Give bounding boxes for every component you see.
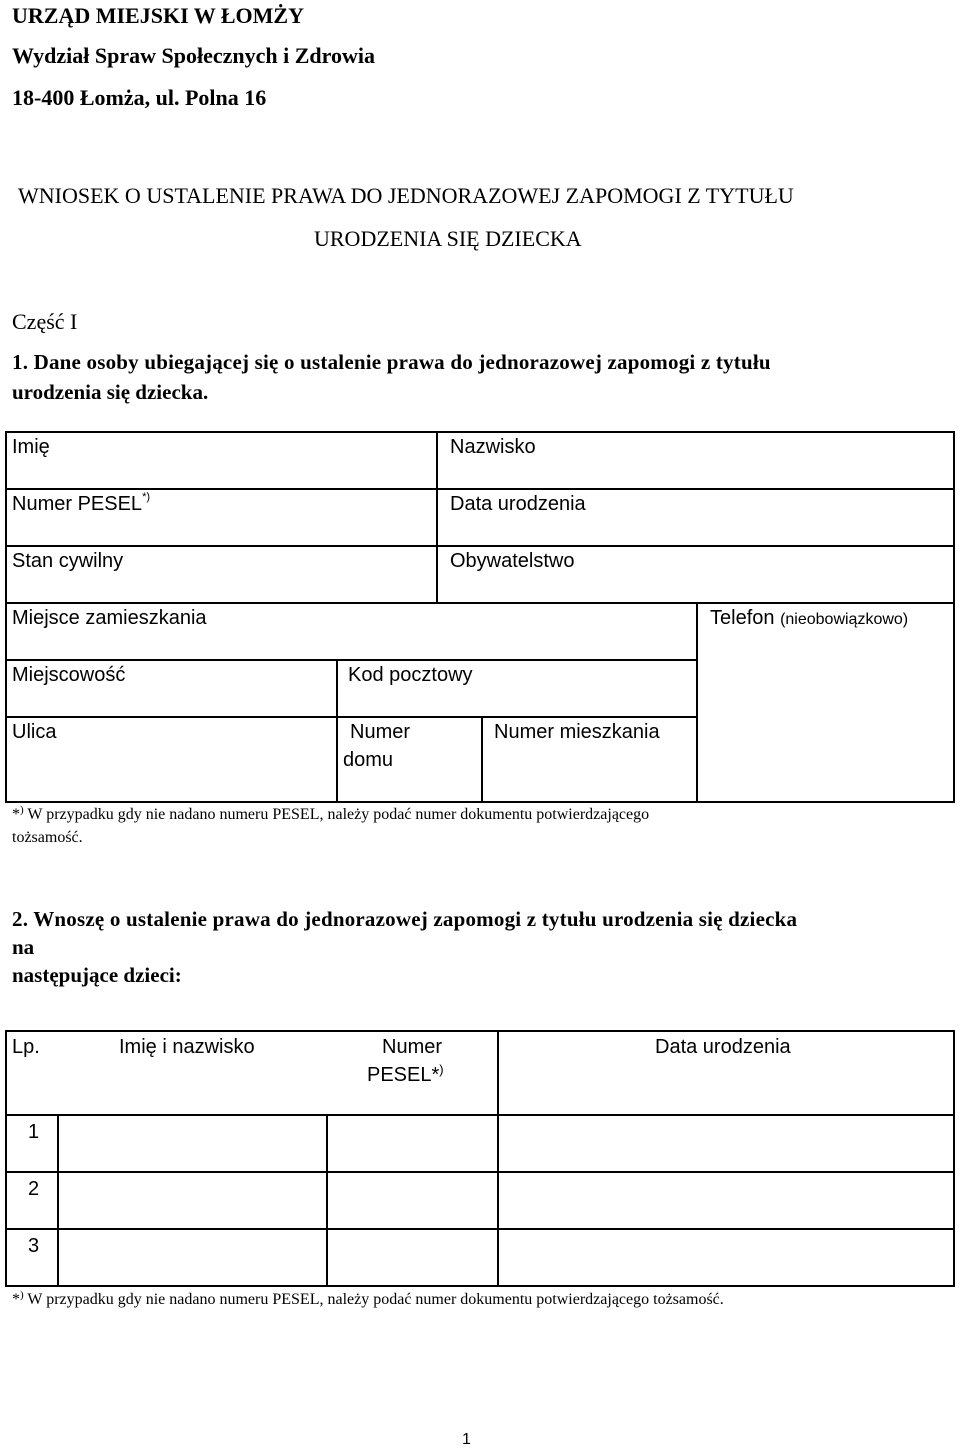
section2-heading-line1: 2. Wnoszę o ustalenie prawa do jednorazowej zapomogi z tytułu urodzenia się dziecka xyxy=(12,907,798,931)
table-divider xyxy=(57,1114,59,1285)
first-name-label: Imię xyxy=(12,436,50,458)
residence-label: Miejsce zamieszkania xyxy=(12,607,207,629)
city-label: Miejscowość xyxy=(12,664,126,686)
table-border-right xyxy=(953,431,955,803)
column-header-lp: Lp. xyxy=(12,1036,40,1058)
apartment-number-label: Numer mieszkania xyxy=(494,721,660,743)
phone-label: Telefon (nieobowiązkowo) xyxy=(710,607,909,629)
table-border-top xyxy=(5,1030,955,1032)
office-name: URZĄD MIEJSKI W ŁOMŻY xyxy=(12,3,304,28)
table-divider xyxy=(497,1030,499,1285)
birth-date-label: Data urodzenia xyxy=(450,493,586,515)
table-divider xyxy=(696,602,698,802)
table-border-bottom xyxy=(5,801,955,803)
table-row: 3 xyxy=(28,1235,40,1257)
street-label: Ulica xyxy=(12,721,57,743)
document-title-line2: URODZENIA SIĘ DZIECKA xyxy=(314,226,582,251)
table-divider xyxy=(436,431,438,602)
table-divider xyxy=(336,659,338,802)
section2-footnote: *) W przypadku gdy nie nadano numeru PESEL, należy podać numer dokumentu potwierdzającego tożsamość. xyxy=(12,1289,724,1308)
section1-footnote-line2: tożsamość. xyxy=(12,829,83,846)
table-border-bottom xyxy=(5,1285,955,1287)
document-title-line1: WNIOSEK O USTALENIE PRAWA DO JEDNORAZOWEJ ZAPOMOGI Z TYTUŁU xyxy=(18,183,794,208)
part-label: Część I xyxy=(12,309,78,334)
table-divider xyxy=(326,1114,328,1285)
section1-heading-line1: 1. Dane osoby ubiegającej się o ustalenie prawa do jednorazowej zapomogi z tytułu xyxy=(12,350,771,374)
column-header-pesel-line1: Numer xyxy=(382,1036,443,1058)
column-header-name: Imię i nazwisko xyxy=(119,1036,255,1058)
column-header-birth-date: Data urodzenia xyxy=(655,1036,791,1058)
section1-heading-line2: urodzenia się dziecka. xyxy=(12,380,209,404)
table-border-right xyxy=(953,1030,955,1287)
citizenship-label: Obywatelstwo xyxy=(450,550,575,572)
section1-footnote-line1: *) W przypadku gdy nie nadano numeru PESEL, należy podać numer dokumentu potwierdzającego xyxy=(12,804,650,823)
table-rule xyxy=(5,1228,955,1230)
table-row: 2 xyxy=(28,1178,40,1200)
table-border-left xyxy=(5,1030,7,1287)
table-row: 1 xyxy=(28,1121,40,1143)
table-rule xyxy=(5,716,697,718)
table-rule xyxy=(5,1114,955,1116)
section2-heading-line3: następujące dzieci: xyxy=(12,963,182,987)
column-header-pesel-line2: PESEL*) xyxy=(367,1062,444,1086)
table-border-left xyxy=(5,431,7,803)
house-number-label-line2: domu xyxy=(343,749,394,771)
table-border-top xyxy=(5,431,955,433)
postal-code-label: Kod pocztowy xyxy=(348,664,473,686)
table-rule xyxy=(5,1171,955,1173)
last-name-label: Nazwisko xyxy=(450,436,536,458)
phone-optional-note: (nieobowiązkowo) xyxy=(780,611,909,628)
house-number-label-line1: Numer xyxy=(350,721,411,743)
marital-status-label: Stan cywilny xyxy=(12,550,124,572)
table-divider xyxy=(481,716,483,802)
table-rule xyxy=(5,659,697,661)
section2-heading-line2: na xyxy=(12,935,35,959)
page-number: 1 xyxy=(462,1431,471,1448)
table-rule xyxy=(5,602,955,604)
table-rule xyxy=(5,545,955,547)
pesel-label: Numer PESEL*) xyxy=(12,491,151,515)
department-name: Wydział Spraw Społecznych i Zdrowia xyxy=(12,43,376,68)
office-address: 18-400 Łomża, ul. Polna 16 xyxy=(12,85,267,110)
table-rule xyxy=(5,488,955,490)
